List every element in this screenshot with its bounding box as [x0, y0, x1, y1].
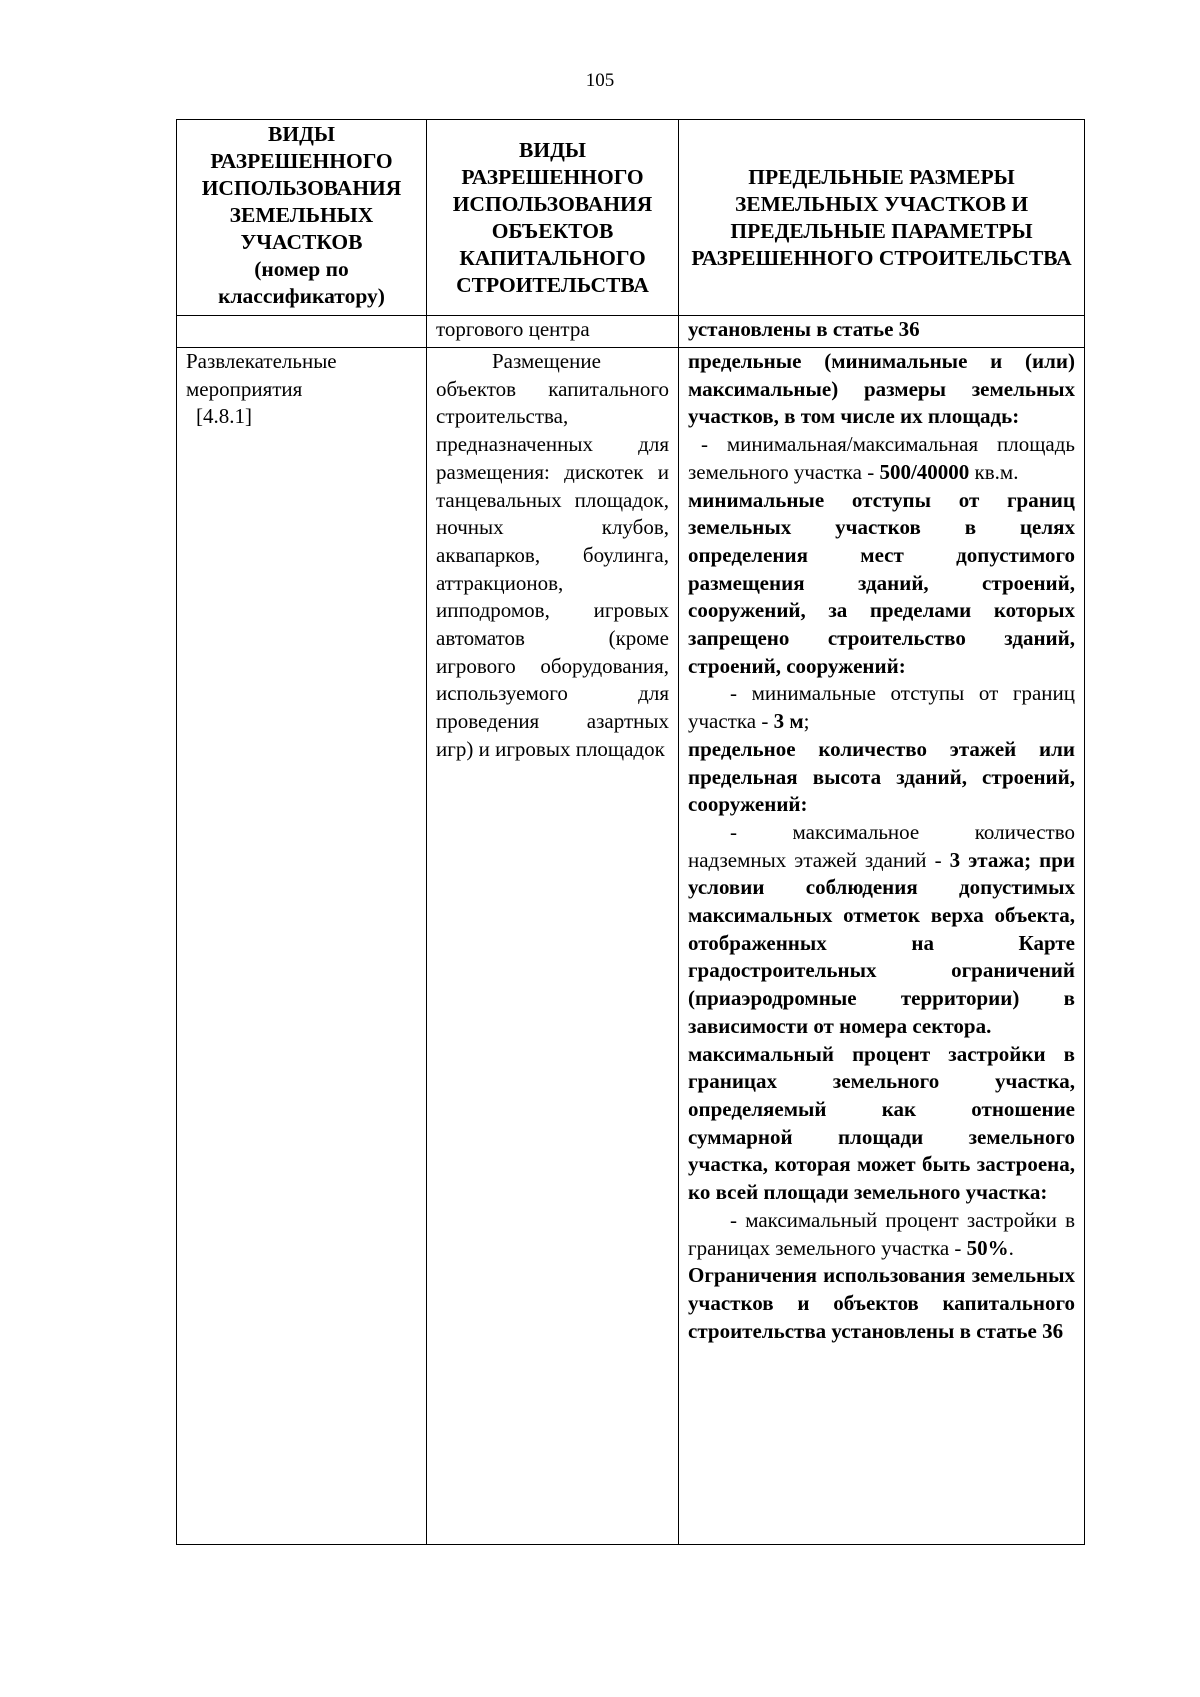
object-use-description: Размещение объектов капитального строительства, предназначенных для размещения: дискотек и танцевальных площадок, ночных клубов, аквапарков, боулинга, аттракционов, ипподромов, игровых автоматов (кроме игрового оборудования, используемого для проведения азартных игр) и игровых площадок — [436, 349, 669, 761]
classifier-code: [4.8.1] — [196, 404, 252, 429]
header-col2: ВИДЫ РАЗРЕШЕННОГО ИСПОЛЬЗОВАНИЯ ОБЪЕКТОВ КАПИТАЛЬНОГО СТРОИТЕЛЬСТВА — [452, 137, 653, 297]
land-use-cell — [177, 348, 427, 1545]
area-value: 500/40000 — [879, 459, 970, 484]
area-heading: предельные (минимальные и (или) максимальные) размеры земельных участков, в том числе их площадь: — [688, 349, 1075, 429]
table-row — [177, 348, 1085, 1545]
setback-text: - минимальные отступы от границ участка - — [688, 681, 1075, 734]
header-col1-sub: (номер по классификатору) — [218, 257, 385, 308]
header-limits-parameters — [679, 120, 1085, 316]
header-col1-main: ВИДЫ РАЗРЕШЕННОГО ИСПОЛЬЗОВАНИЯ ЗЕМЕЛЬНЫХ УЧАСТКОВ — [201, 122, 402, 254]
setback-item — [688, 680, 1075, 735]
coverage-item — [688, 1207, 1075, 1262]
restrictions-note: Ограничения использования земельных участков и объектов капитального строительства установлены в статье 36 — [688, 1263, 1075, 1343]
floors-text: - максимальное количество надземных этажей зданий - — [688, 819, 1075, 872]
floors-value: 3 этажа; при условии соблюдения допустимых максимальных отметок верха объекта, отображенных на Карте градостроительных ограничений (приаэродромные территории) в зависимости от номера сектора. — [688, 847, 1076, 1038]
coverage-end: . — [1008, 1235, 1014, 1260]
header-object-use-types — [427, 120, 679, 316]
area-item — [688, 431, 1075, 486]
header-col3: ПРЕДЕЛЬНЫЕ РАЗМЕРЫ ЗЕМЕЛЬНЫХ УЧАСТКОВ И ПРЕДЕЛЬНЫЕ ПАРАМЕТРЫ РАЗРЕШЕННОГО СТРОИТЕЛЬСТВА — [691, 164, 1072, 270]
setback-value: 3 м — [773, 709, 804, 734]
cont-col2: торгового центра — [427, 316, 679, 348]
floors-heading: предельное количество этажей или предельная высота зданий, строений, сооружений: — [688, 736, 1075, 817]
area-unit: кв.м. — [974, 459, 1019, 484]
coverage-heading: максимальный процент застройки в границах земельного участка, определяемый как отношение суммарной площади земельного участка, которая может быть застроена, ко всей площади земельного участка: — [688, 1041, 1075, 1205]
page-number: 105 — [585, 70, 615, 91]
coverage-text: - максимальный процент застройки в границах земельного участка - — [688, 1207, 1075, 1260]
object-use-cell — [427, 348, 679, 1545]
regulations-table — [176, 119, 1085, 1545]
parameters-cell — [679, 348, 1085, 1545]
floors-item — [688, 819, 1075, 1041]
cont-col3: установлены в статье 36 — [679, 316, 1085, 348]
setback-end: ; — [803, 709, 810, 734]
table-header-row — [177, 120, 1085, 316]
land-use-name: Развлекательные мероприятия — [186, 349, 337, 401]
header-land-use-types — [177, 120, 427, 316]
coverage-value: 50% — [966, 1235, 1009, 1260]
cont-col1 — [177, 316, 427, 348]
setback-heading: минимальные отступы от границ земельных участков в целях определения мест допустимого размещения зданий, строений, сооружений, за пределами которых запрещено строительство зданий, строений, сооружений: — [688, 487, 1075, 678]
area-text: - минимальная/максимальная площадь земельного участка - — [688, 432, 1075, 484]
table-row — [177, 316, 1085, 348]
